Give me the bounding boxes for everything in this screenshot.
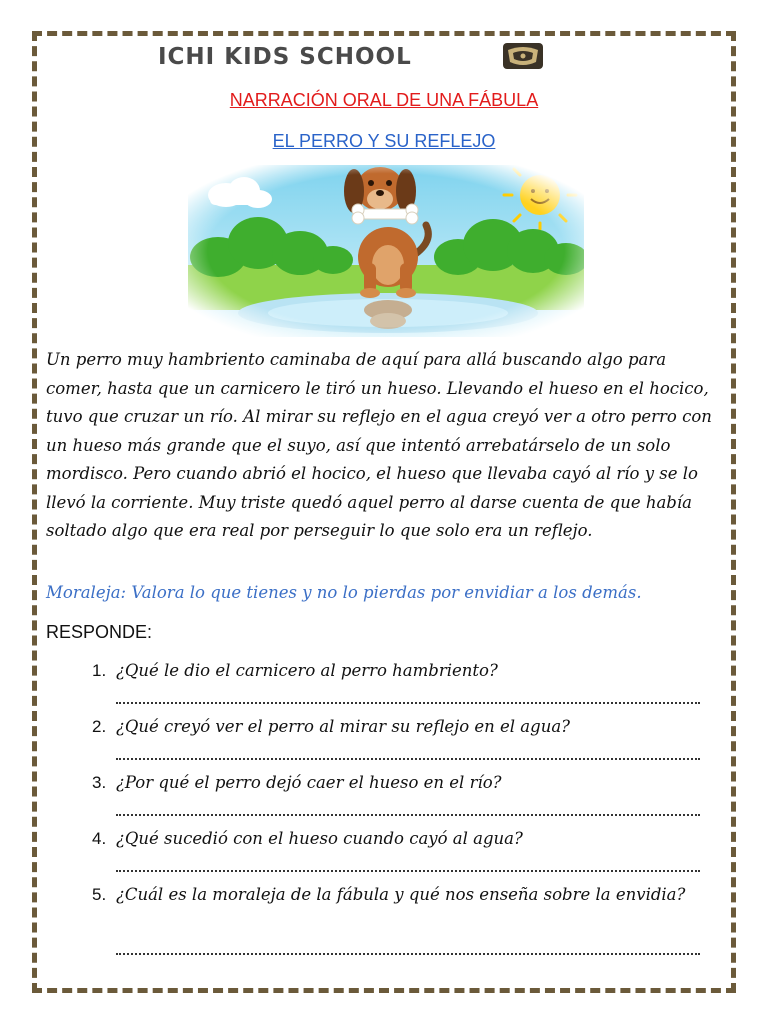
question-number: 1. — [92, 661, 107, 680]
answer-line[interactable] — [116, 702, 700, 704]
question-text: ¿Qué le dio el carnicero al perro hambriento? — [116, 661, 498, 680]
question-number: 4. — [92, 829, 107, 848]
worksheet-title: NARRACIÓN ORAL DE UNA FÁBULA — [229, 90, 539, 110]
question-number: 2. — [92, 717, 107, 736]
question-item — [92, 657, 702, 685]
question-text: ¿Qué creyó ver el perro al mirar su reflejo en el agua? — [116, 717, 571, 736]
answer-line[interactable] — [116, 870, 700, 872]
answer-line[interactable] — [116, 758, 700, 760]
question-item — [92, 825, 702, 853]
school-name: ICHI KIDS SCHOOL — [158, 44, 412, 70]
question-number: 5. — [92, 885, 107, 904]
dog-with-bone-illustration — [188, 165, 584, 337]
question-item — [92, 881, 702, 909]
question-item — [92, 769, 702, 797]
fable-title: EL PERRO Y SU REFLEJO — [272, 131, 496, 151]
answer-line[interactable] — [116, 814, 700, 816]
question-text: ¿Por qué el perro dejó caer el hueso en el río? — [116, 773, 502, 792]
responde-label: RESPONDE: — [46, 622, 153, 642]
question-number: 3. — [92, 773, 107, 792]
fable-story-text: Un perro muy hambriento caminaba de aquí para allá buscando algo para comer, hasta que un carnicero le tiró un hueso. Llevando el hueso en el hocico, tuvo que cruzar un río. Al mirar su reflejo en el agua creyó ver a otro perro con un hueso más grande que el suyo, así que intentó arrebatárselo de un solo mordisco. Pero cuando abrió el hocico, el hueso que llevaba cayó al río y se lo llevó la corriente. Muy triste quedó aquel perro al darse cuenta de que había soltado algo que era real por perseguir lo que solo era un reflejo. — [46, 350, 712, 540]
answer-line[interactable] — [116, 953, 700, 955]
question-text: ¿Cuál es la moraleja de la fábula y qué nos enseña sobre la envidia? — [116, 885, 686, 904]
school-crest-icon — [502, 42, 544, 70]
moral-text: Moraleja: Valora lo que tienes y no lo pierdas por envidiar a los demás. — [46, 583, 642, 602]
question-text: ¿Qué sucedió con el hueso cuando cayó al agua? — [116, 829, 523, 848]
question-item — [92, 713, 702, 741]
